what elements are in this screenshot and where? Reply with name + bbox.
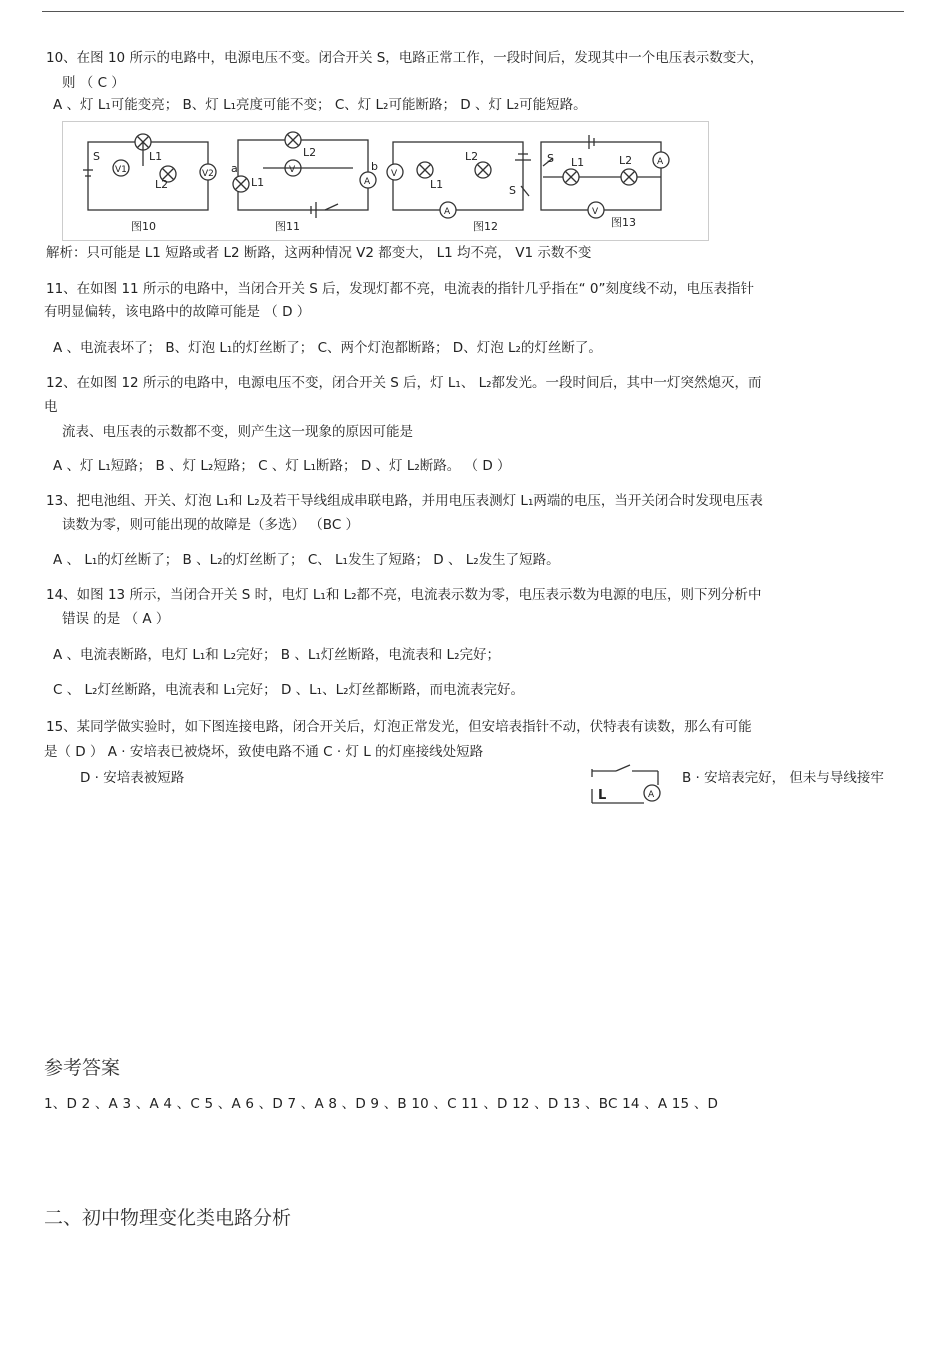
q10-options: A 、灯 L₁可能变亮； B、灯 L₁亮度可能不变； C、灯 L₂可能断路； D 、灯 L₂可能短路。 bbox=[53, 97, 587, 113]
fig11-voltmeter-label: V bbox=[289, 165, 296, 175]
q15-option-d: D · 安培表被短路 bbox=[80, 770, 185, 786]
fig11-l1-label: L1 bbox=[251, 176, 265, 189]
q10-stem-line2: 则 （ C ） bbox=[62, 75, 125, 91]
q11-stem-line2: 有明显偏转，该电路中的故障可能是 （ D ） bbox=[44, 304, 311, 320]
section2-title: 二、初中物理变化类电路分析 bbox=[44, 1207, 292, 1229]
q14-stem-line2: 错误 的是 （ A ） bbox=[62, 611, 170, 627]
fig12-switch-label: S bbox=[509, 184, 516, 197]
q15-circuit-figure bbox=[586, 759, 666, 815]
q12-options: A 、灯 L₁短路； B 、灯 L₂短路； C 、灯 L₁断路； D 、灯 L₂断路。 （ D ） bbox=[53, 458, 511, 474]
answers-title: 参考答案 bbox=[44, 1057, 121, 1079]
fig12-l2-label: L2 bbox=[465, 150, 479, 163]
q13-stem-line1: 13、把电池组、开关、灯泡 L₁和 L₂及若干导线组成串联电路，并用电压表测灯 L₁两端的电压，当开关闭合时发现电压表 bbox=[46, 493, 763, 509]
answers-list: 1、D 2 、A 3 、A 4 、C 5 、A 6 、D 7 、A 8 、D 9 、B 10 、C 11 、D 12 、D 13 、BC 14 、A 15 、D bbox=[44, 1096, 719, 1112]
fig13-caption: 图13 bbox=[611, 216, 636, 229]
fig10-caption: 图10 bbox=[131, 220, 156, 233]
q14-options-ab: A 、电流表断路，电灯 L₁和 L₂完好； B 、L₁灯丝断路，电流表和 L₂完好； bbox=[53, 647, 500, 663]
q13-stem-line2: 读数为零，则可能出现的故障是（多选） （BC ） bbox=[62, 517, 360, 533]
fig11-l2-label: L2 bbox=[303, 146, 317, 159]
fig10-l2-label: L2 bbox=[155, 178, 169, 191]
fig10-l1-label: L1 bbox=[149, 150, 163, 163]
fig11-caption: 图11 bbox=[275, 220, 300, 233]
q15-ammeter-label: A bbox=[648, 790, 655, 800]
q14-stem-line1: 14、如图 13 所示，当闭合开关 S 时，电灯 L₁和 L₂都不亮，电流表示数为零，电压表示数为电源的电压，则下列分析中 bbox=[46, 587, 762, 603]
fig13-voltmeter-label: V bbox=[592, 207, 599, 217]
fig11-ammeter-label: A bbox=[364, 177, 371, 187]
fig12-l1-label: L1 bbox=[430, 178, 444, 191]
q15-stem-line2: 是（ D ） A · 安培表已被烧坏，致使电路不通 C · 灯 L 的灯座接线处短路 bbox=[44, 744, 484, 760]
q11-stem-line1: 11、在如图 11 所示的电路中，当闭合开关 S 后，发现灯都不亮，电流表的指针几乎指在“ 0”刻度线不动，电压表指针 bbox=[46, 281, 754, 297]
q10-stem-line1: 10、在图 10 所示的电路中，电源电压不变。闭合开关 S，电路正常工作，一段时间后，发现其中一个电压表示数变大， bbox=[46, 50, 764, 66]
q12-stem-line1: 12、在如图 12 所示的电路中，电源电压不变，闭合开关 S 后，灯 L₁、 L₂都发光。一段时间后，其中一灯突然熄灭，而 bbox=[46, 375, 762, 391]
q15-lamp-label: L bbox=[598, 788, 607, 803]
fig13-switch-label: S bbox=[547, 152, 554, 165]
fig13-ammeter-label: A bbox=[657, 157, 664, 167]
q12-stem-line2: 电 bbox=[44, 399, 58, 415]
q13-options: A 、 L₁的灯丝断了； B 、L₂的灯丝断了； C、 L₁发生了短路； D 、 L₂发生了短路。 bbox=[53, 552, 560, 568]
q15-circuit-diagram bbox=[586, 759, 666, 815]
fig10-v1-label: V1 bbox=[115, 165, 127, 175]
fig13-l1-label: L1 bbox=[571, 156, 585, 169]
fig13-l2-label: L2 bbox=[619, 154, 633, 167]
top-divider bbox=[42, 11, 904, 12]
q15-option-b: B · 安培表完好， 但未与导线接牢 bbox=[682, 770, 884, 786]
q14-options-cd: C 、 L₂灯丝断路，电流表和 L₁完好； D 、L₁、L₂灯丝都断路，而电流表完好。 bbox=[53, 682, 525, 698]
fig10-v2-label: V2 bbox=[202, 169, 214, 179]
circuit-diagrams bbox=[63, 122, 708, 240]
circuit-figures-10-13 bbox=[62, 121, 709, 241]
q10-analysis: 解析：只可能是 L1 短路或者 L2 断路，这两种情况 V2 都变大， L1 均不亮， V1 示数不变 bbox=[46, 245, 592, 261]
fig12-voltmeter-label: V bbox=[391, 169, 398, 179]
fig11-point-a: a bbox=[231, 162, 238, 175]
fig11-point-b: b bbox=[371, 160, 378, 173]
fig12-ammeter-label: A bbox=[444, 207, 451, 217]
q15-stem-line1: 15、某同学做实验时，如下图连接电路，闭合开关后，灯泡正常发光，但安培表指针不动，伏特表有读数，那么有可能 bbox=[46, 719, 752, 735]
q11-options: A 、电流表坏了； B、灯泡 L₁的灯丝断了； C、两个灯泡都断路； D、灯泡 L₂的灯丝断了。 bbox=[53, 340, 602, 356]
fig10-switch-label: S bbox=[93, 150, 100, 163]
q12-stem-line3: 流表、电压表的示数都不变，则产生这一现象的原因可能是 bbox=[62, 424, 413, 440]
fig12-caption: 图12 bbox=[473, 220, 498, 233]
